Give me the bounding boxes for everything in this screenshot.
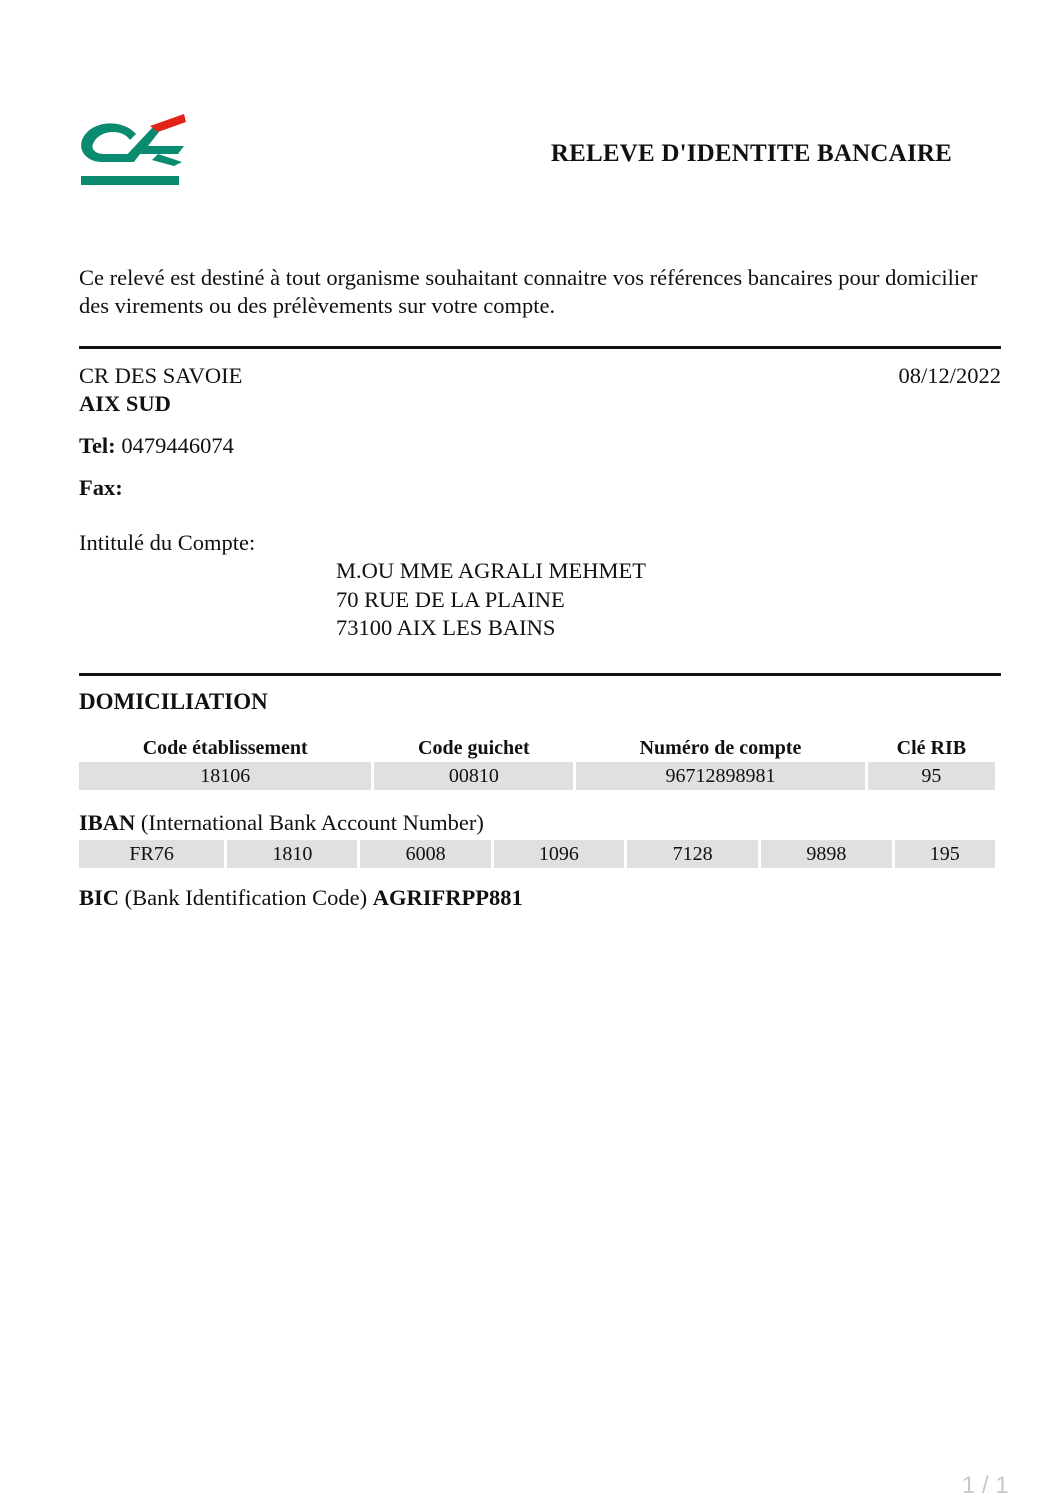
credit-agricole-logo xyxy=(78,110,190,190)
iban-group-4: 1096 xyxy=(494,840,624,868)
iban-group-5: 7128 xyxy=(627,840,758,868)
value-code-etablissement: 18106 xyxy=(79,762,371,790)
tel-line xyxy=(79,432,234,460)
value-numero-compte: 96712898981 xyxy=(576,762,864,790)
header-numero-compte: Numéro de compte xyxy=(639,736,802,759)
tel-label: Tel: xyxy=(79,433,116,458)
iban-groups-row xyxy=(79,840,995,868)
account-address-line1: 70 RUE DE LA PLAINE xyxy=(336,587,565,612)
rib-table xyxy=(76,734,998,790)
iban-line xyxy=(79,809,484,837)
intro-text: Ce relevé est destiné à tout organisme souhaitant connaitre vos références bancaires pour domicilier des virements ou des prélèvements sur votre compte. xyxy=(79,265,978,318)
divider-top xyxy=(79,346,1001,349)
account-holder: M.OU MME AGRALI MEHMET xyxy=(336,558,647,583)
iban-group-6: 9898 xyxy=(761,840,891,868)
document-title: RELEVE D'IDENTITE BANCAIRE xyxy=(550,140,952,167)
tel-value: 0479446074 xyxy=(121,433,234,458)
header-code-etablissement: Code établissement xyxy=(142,736,308,759)
fax-line xyxy=(79,474,123,502)
header-cle-rib: Clé RIB xyxy=(896,736,967,759)
bic-value: AGRIFRPP881 xyxy=(372,885,523,910)
branch-name: CR DES SAVOIE xyxy=(79,363,243,388)
iban-description: (International Bank Account Number) xyxy=(140,810,484,835)
iban-group-1: FR76 xyxy=(79,840,224,868)
account-address-line2: 73100 AIX LES BAINS xyxy=(336,615,556,640)
statement-date: 08/12/2022 xyxy=(898,363,1001,388)
account-label: Intitulé du Compte: xyxy=(79,530,256,555)
rib-header-row xyxy=(79,734,995,762)
bic-line xyxy=(79,884,523,912)
page-number: 1 / 1 xyxy=(962,1472,1009,1499)
bic-description: (Bank Identification Code) xyxy=(124,885,368,910)
iban-group-7: 195 xyxy=(895,840,995,868)
value-code-guichet: 00810 xyxy=(374,762,573,790)
fax-label: Fax: xyxy=(79,475,123,500)
branch-agency: AIX SUD xyxy=(79,391,171,416)
iban-group-2: 1810 xyxy=(227,840,357,868)
rib-value-row xyxy=(79,762,995,790)
value-cle-rib: 95 xyxy=(868,762,995,790)
divider-middle xyxy=(79,673,1001,676)
bic-label: BIC xyxy=(79,885,120,910)
iban-table xyxy=(76,840,998,868)
header-code-guichet: Code guichet xyxy=(418,736,530,759)
iban-group-3: 6008 xyxy=(360,840,490,868)
domiciliation-title: DOMICILIATION xyxy=(79,689,268,714)
iban-label: IBAN xyxy=(79,810,136,835)
